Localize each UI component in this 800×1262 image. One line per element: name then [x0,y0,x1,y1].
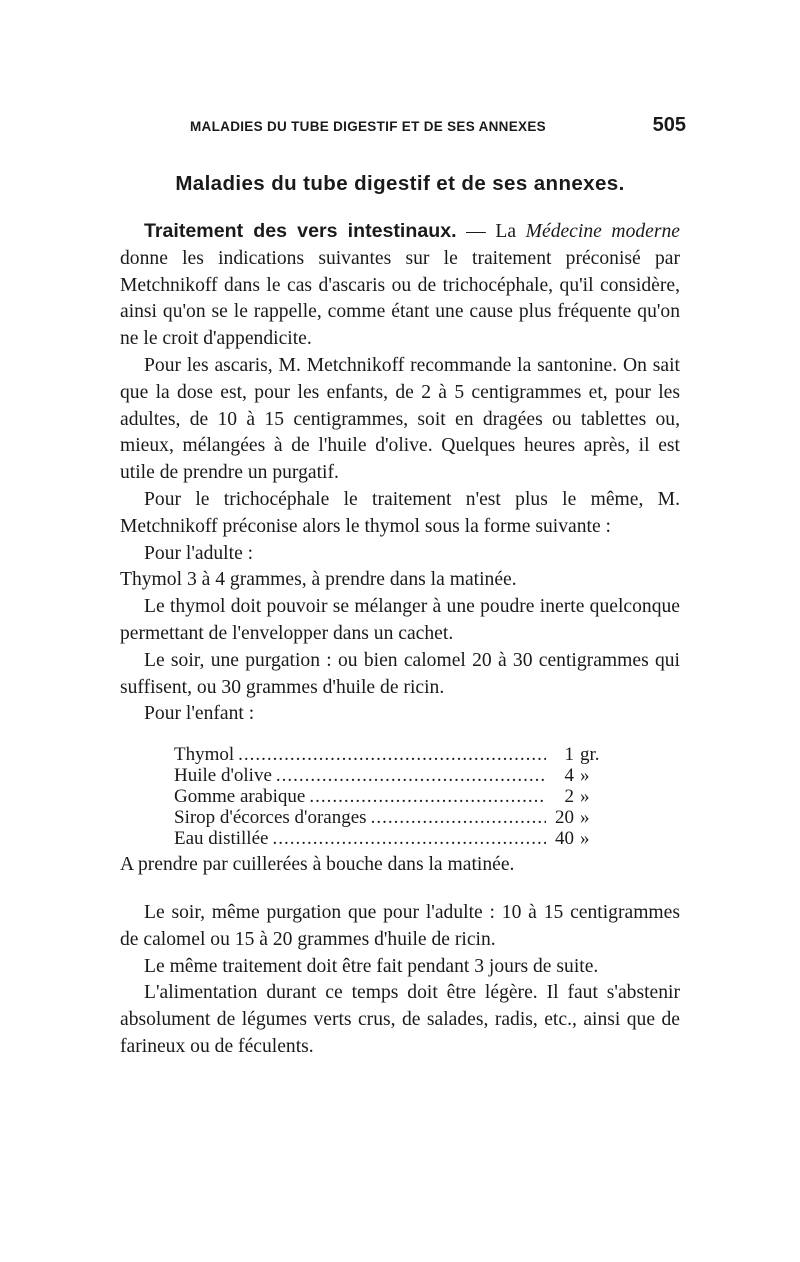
section-rubric: Traitement des vers intestinaux. [144,220,457,242]
ingredient-qty: 40 [555,828,574,849]
paragraph-intro [120,218,680,353]
ingredient-name: Thymol [174,744,235,765]
dot-leader [272,828,546,849]
ingredient-unit: » [580,807,590,828]
recipe-row [174,765,610,786]
recipe-row [174,744,610,765]
body-text-lower [120,900,680,1061]
dot-leader [371,807,546,828]
recipe-row [174,807,610,828]
recipe-row [174,786,610,807]
ingredient-qty: 1 [564,744,574,765]
paragraph-trichocephale: Pour le trichocéphale le traitement n'est plus le même, M. Metchnikoff préconise alors le thymol sous la forme suivante : [120,488,680,537]
paragraph-intro-text: donne les indications suivantes sur le traitement préconisé par Metchnikoff dans le cas d'ascaris ou de trichocéphale, qu'il considère, ainsi qu'on se le rappelle, comme étant une cause plus fréquente qu'on ne le croit d'appendicite. [120,247,680,350]
paragraph-ascaris: Pour les ascaris, M. Metchnikoff recommande la santonine. On sait que la dose est, pour les enfants, de 2 à 5 centigrammes et, pour les adultes, de 10 à 15 centigrammes, soit en dragées ou tablettes ou, mieux, mélangées à de l'huile d'olive. Quelques heures après, il est utile de prendre un purgatif. [120,354,680,484]
ingredient-unit: » [580,828,590,849]
page-number: 505 [652,114,686,136]
ingredient-name: Gomme arabique [174,786,306,807]
recipe-instruction-block [120,852,680,879]
ingredient-unit: » [580,786,590,807]
ingredient-name: Eau distillée [174,828,269,849]
paragraph-thymol-note: Le thymol doit pouvoir se mélanger à une poudre inerte quelconque permettant de l'envelopper dans un cachet. [120,596,680,644]
dot-leader [309,786,546,807]
journal-title: Médecine moderne [525,221,680,242]
recipe-instruction: A prendre par cuillerées à bouche dans la matinée. [120,854,515,875]
ingredient-name: Huile d'olive [174,765,272,786]
ingredient-qty: 20 [555,807,574,828]
recipe-table [174,744,610,849]
dash-text: — La [456,221,526,242]
dot-leader [238,744,546,765]
paragraph-duration: Le même traitement doit être fait pendant 3 jours de suite. [144,955,599,977]
ingredient-name: Sirop d'écorces d'oranges [174,807,367,828]
paragraph-evening-purge: Le soir, une purgation : ou bien calomel 20 à 30 centigrammes qui suffisent, ou 30 grammes d'huile de ricin. [120,649,680,698]
chapter-heading: Maladies du tube digestif et de ses annexes. [175,172,625,195]
running-head [190,114,686,137]
ingredient-qty: 2 [564,786,574,807]
paragraph-diet: L'alimentation durant ce temps doit être légère. Il faut s'abstenir absolument de légumes verts crus, de salades, radis, etc., ainsi que de farineux ou de féculents. [120,982,680,1057]
running-title: MALADIES DU TUBE DIGESTIF ET DE SES ANNEXES [190,119,546,134]
paragraph-thymol-dose: Thymol 3 à 4 grammes, à prendre dans la matinée. [120,569,517,591]
dot-leader [276,765,546,786]
ingredient-unit: gr. [580,744,600,765]
body-text-upper [120,218,680,728]
recipe-row [174,828,610,849]
paragraph-child-evening: Le soir, même purgation que pour l'adulte : 10 à 15 centigrammes de calomel ou 15 à 20 grammes d'huile de ricin. [120,902,680,950]
paragraph-adult-label: Pour l'adulte : [144,542,254,564]
ingredient-qty: 4 [564,765,574,786]
paragraph-child-label: Pour l'enfant : [144,703,255,725]
ingredient-unit: » [580,765,590,786]
